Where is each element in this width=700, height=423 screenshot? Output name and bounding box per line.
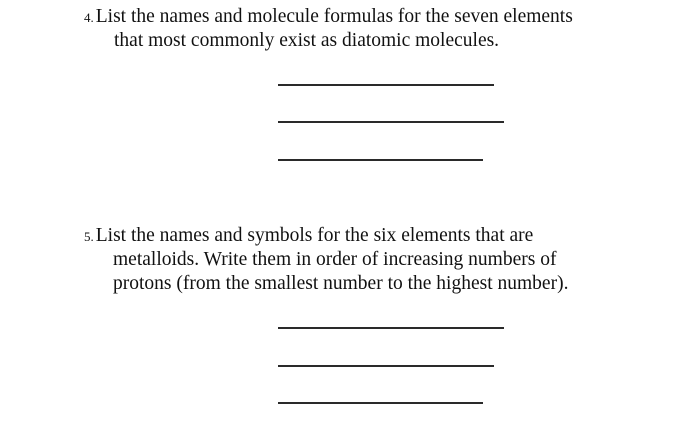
answer-blank-q4-2[interactable] — [278, 121, 504, 123]
question-5-text-line-1: List the names and symbols for the six elements that are — [95, 225, 534, 246]
question-5-line-2 — [113, 248, 556, 272]
answer-blank-q4-3[interactable] — [278, 159, 483, 161]
question-5-text-line-2: metalloids. Write them in order of increasing numbers of — [113, 249, 557, 270]
question-4-line-1 — [84, 5, 573, 30]
answer-blank-q4-1[interactable] — [278, 84, 494, 86]
answer-blank-q5-2[interactable] — [278, 365, 494, 367]
question-5-line-1 — [84, 224, 533, 249]
answer-blank-q5-3[interactable] — [278, 402, 483, 404]
question-4-line-2 — [114, 29, 499, 53]
question-4-number: 4. — [84, 10, 94, 25]
question-4-text-line-1: List the names and molecule formulas for the seven elements — [95, 6, 573, 27]
answer-blank-q5-1[interactable] — [278, 327, 504, 329]
question-5-number: 5. — [84, 229, 94, 244]
question-4-text-line-2: that most commonly exist as diatomic molecules. — [114, 30, 500, 51]
question-5-line-3 — [113, 272, 568, 296]
question-5-text-line-3: protons (from the smallest number to the highest number). — [113, 273, 569, 294]
